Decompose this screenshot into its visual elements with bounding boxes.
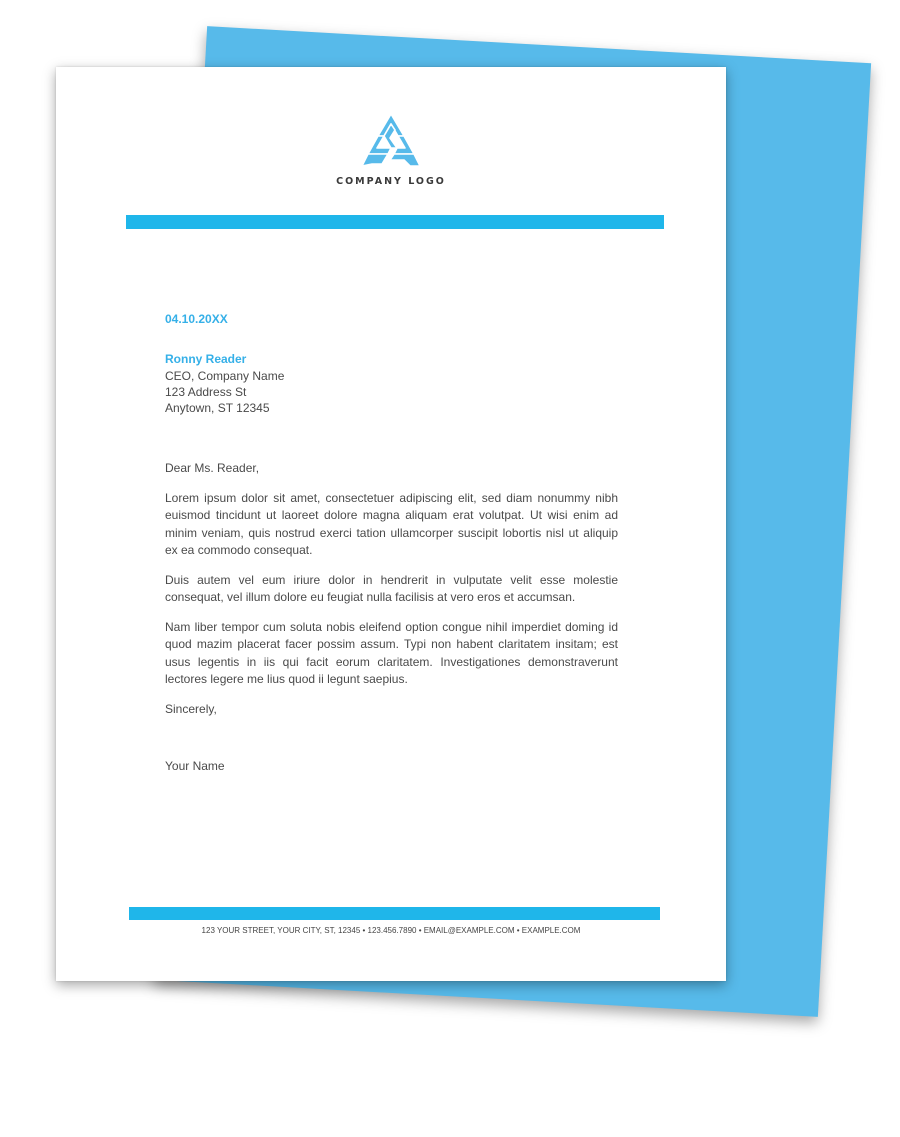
company-logo-label: COMPANY LOGO [336, 176, 446, 187]
body-paragraph: Lorem ipsum dolor sit amet, consectetuer adipiscing elit, sed diam nonummy nibh euismod tincidunt ut laoreet dolore magna aliquam erat volutpat. Ut wisi enim ad minim veniam, quis nostrud exerci tation ullamcorper suscipit lobortis nisl ut aliquip ex ea commodo consequat. [165, 490, 618, 557]
recipient-street: 123 Address St [165, 385, 247, 399]
footer-contact-line: 123 YOUR STREET, YOUR CITY, ST, 12345 • 123.456.7890 • EMAIL@EXAMPLE.COM • EXAMPLE.COM [201, 926, 581, 935]
recipient-title: CEO, Company Name [165, 369, 285, 383]
recipient-name: Ronny Reader [165, 351, 247, 366]
header-accent-bar [126, 215, 664, 229]
footer-accent-bar [129, 907, 660, 920]
signature-name: Your Name [165, 759, 225, 773]
closing: Sincerely, [165, 701, 217, 716]
triangle-knot-logo-icon [360, 112, 422, 168]
letter-date: 04.10.20XX [165, 312, 228, 326]
body-paragraph: Duis autem vel eum iriure dolor in hendrerit in vulputate velit esse molestie consequat, vel illum dolore eu feugiat nulla facilisis at vero eros et accumsan. [165, 572, 618, 604]
letterhead-page [56, 67, 726, 981]
salutation: Dear Ms. Reader, [165, 461, 260, 475]
body-paragraph: Nam liber tempor cum soluta nobis eleifend option congue nihil imperdiet doming id quod mazim placerat facer possim assum. Typi non habent claritatem insitam; est usus legentis in iis qui facit eorum claritatem. Investigationes demonstraverunt lectores legere me lius quod ii legunt saepius. [165, 619, 618, 686]
logo-block [56, 112, 726, 187]
recipient-city: Anytown, ST 12345 [165, 401, 270, 415]
letter-body [165, 311, 618, 776]
